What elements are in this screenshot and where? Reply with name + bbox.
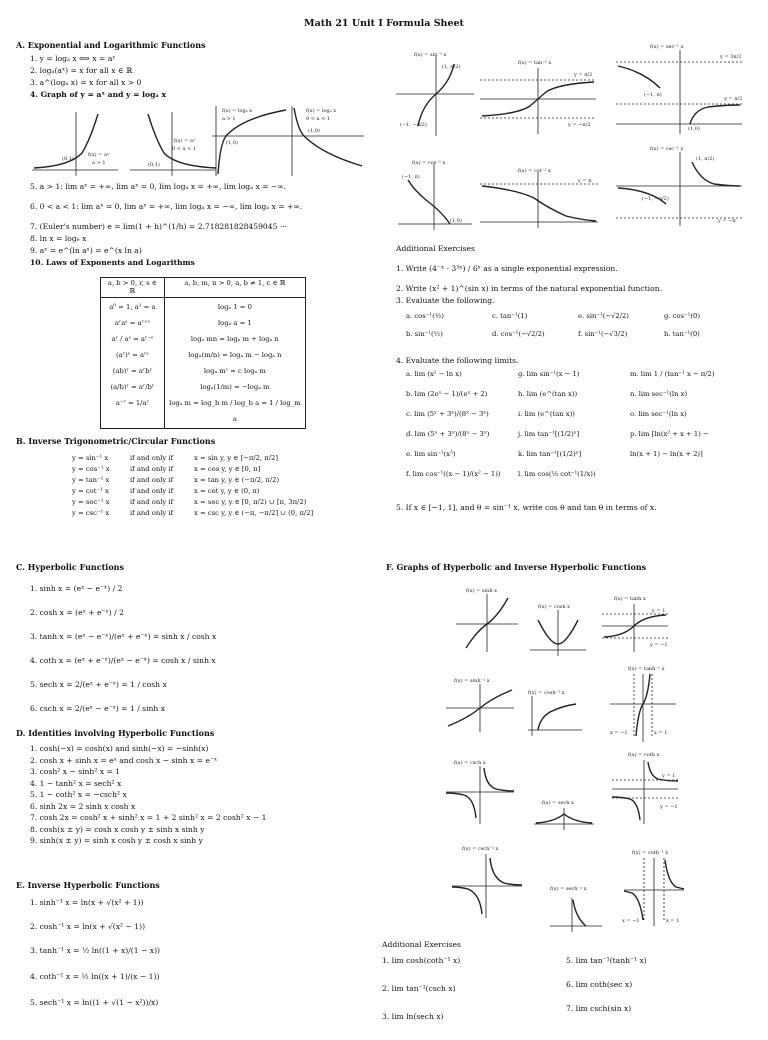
svg-text:x = 1: x = 1 [654,730,668,736]
graph-arccoth [622,846,686,926]
laws-heading: 10. Laws of Exponents and Logarithms [30,258,195,267]
section-a-limits [30,182,302,270]
svg-text:(1, π/2): (1, π/2) [442,64,461,70]
svg-text:(−1, π): (−1, π) [644,92,662,98]
section-d-items: 1. cosh(−x) = cosh(x) and sinh(−x) = −sinh(x) 2. cosh x + sinh x = eˣ and cosh x − sinh x = e⁻ˣ 3. cosh² x − sinh² x = 1 4. 1 − tanh² x = sech² x 5. 1 − coth² x = −csch² x 6. sinh 2x = 2 sinh x cosh x 7. cosh 2x = cosh² x + sinh² x = 1 + 2 sinh² x = 2 cosh² x − 1 8. cosh(x ± y) = cosh x cosh y ± sinh x sinh y 9. sinh(x ± y) = sinh x cosh y ± cosh x sinh y [30,744,267,845]
svg-text:(−1, π): (−1, π) [402,174,420,180]
section-b-heading: B. Inverse Trigonometric/Circular Functions [16,436,216,446]
graph-fx-label: f(x) = aˣ [174,138,196,144]
section-a-heading: A. Exponential and Logarithmic Functions [16,40,206,50]
svg-text:(1, π/2): (1, π/2) [696,156,715,162]
graph-cond-label: a > 1 [222,116,236,122]
svg-text:x = −1: x = −1 [622,918,640,924]
laws-left-cell: a⁰ = 1, a¹ = a aʳaˢ = aʳ⁺ˢ aʳ / aˢ = aʳ⁻ˢ (aʳ)ˢ = aʳˢ (ab)ʳ = aʳbʳ (a/b)ʳ = aʳ/bʳ a⁻ʳ = 1/aʳ [101,297,165,428]
svg-text:y = 1: y = 1 [662,773,676,779]
svg-text:f(x) = csch x: f(x) = csch x [454,760,486,766]
graph-arcsinh [444,674,516,734]
formula: 4. Graph of y = aˣ and y = logₐ x [30,90,167,99]
evaluate-grid: a. cos⁻¹(½) c. tan⁻¹(1) e. sin⁻¹(−√2/2) g. cos⁻¹(0) b. sin⁻¹(½) d. cos⁻¹(−√2/2) f. sin⁻¹(−√3/2) h. tan⁻¹(0) [406,312,700,338]
formula: 9. aˣ = e^(ln aˣ) = e^(x ln a) [30,246,142,255]
svg-text:y = 1: y = 1 [652,608,666,614]
section-c-items: 1. sinh x = (eˣ − e⁻ˣ) / 2 2. cosh x = (eˣ + e⁻ˣ) / 2 3. tanh x = (eˣ − e⁻ˣ)/(eˣ + e⁻ˣ) = sinh x / cosh x 4. coth x = (eˣ + e⁻ˣ)/(eˣ − e⁻ˣ) = cosh x / sinh x 5. sech x = 2/(eˣ + e⁻ˣ) = 1 / cosh x 6. csch x = 2/(eˣ − e⁻ˣ) = 1 / sinh x [30,584,217,713]
graph-coth [610,748,680,824]
svg-text:y = −π/2: y = −π/2 [568,122,591,128]
graph-point-label: (0,1) [62,156,74,162]
svg-text:f(x) = csch⁻¹ x: f(x) = csch⁻¹ x [462,846,499,852]
additional-exercises-list: 1. Write (4⁻ˣ · 3³ˣ) / 6ˣ as a single exponential expression. 2. Write (x² + 1)^(sin x) in terms of the natural exponential function. 3. Evaluate the following. [396,264,662,305]
section-c-heading: C. Hyperbolic Functions [16,562,124,572]
svg-text:y = −1: y = −1 [660,804,678,810]
svg-text:f(x) = sech⁻¹ x: f(x) = sech⁻¹ x [550,886,587,892]
additional-exercises-2-right: 5. lim tan⁻¹(tanh⁻¹ x) 6. lim coth(sec x) 7. lim csch(sin x) [566,956,647,1013]
graph-fx-label: f(x) = logₐ x [222,108,253,114]
svg-text:f(x) = tan⁻¹ x: f(x) = tan⁻¹ x [518,60,552,66]
graph-point-label: (0,1) [148,162,160,168]
graph-point-label: (1,0) [226,140,238,146]
graph-arctan [478,54,598,134]
svg-text:(−1, −π/2): (−1, −π/2) [400,122,427,128]
item-5: 5. If x ∈ [−1, 1], and θ = sin⁻¹ x, write cos θ and tan θ in terms of x. [396,503,657,512]
formula: 5. a > 1: lim aˣ = +∞, lim aˣ = 0, lim logₐ x = +∞, lim logₐ x = −∞. [30,182,287,191]
section-f-heading: F. Graphs of Hyperbolic and Inverse Hyperbolic Functions [386,562,647,572]
additional-exercises-2-left: 1. lim cosh(coth⁻¹ x) 2. lim tan⁻¹(csch x) 3. lim ln(sech x) [382,956,461,1021]
graph-arcsec [614,40,744,134]
graph-sech [532,796,596,830]
svg-text:y = π/2: y = π/2 [574,72,593,78]
formula: 1. y = logₐ x ⟺ x = aʸ [30,54,116,63]
svg-text:y = 3π/2: y = 3π/2 [720,54,742,60]
limits-grid: a. lim (x² − ln x) g. lim sin⁻¹(x − 1) m. lim 1 / (tan⁻¹ x − π/2) b. lim (2eˣ − 1)/(eˣ + 2) h. lim (e^(tan x)) n. lim sec⁻¹(ln x) c. lim (5ˣ + 3ˣ)/(8ˣ − 3ˣ) i. lim (e^(tan x)) o. lim sec⁻¹(ln x) d. lim (5ˣ + 3ˣ)/(8ˣ − 3ˣ) j. lim tan⁻¹[(1/2)ˣ] p. lim [ln(x² + x + 1) − e. lim sin⁻¹(x³) k. lim tan⁻¹[(1/2)ˣ] ln(x + 1) − ln(x + 2)] f. lim cos⁻¹((x − 1)/(x² − 1)) l. lim cos(⅓ cot⁻¹(1/x)) [406,370,715,478]
graph-cosh [528,600,588,656]
section-e-heading: E. Inverse Hyperbolic Functions [16,880,160,890]
graph-arccot [478,164,600,228]
svg-text:f(x) = sin⁻¹ x: f(x) = sin⁻¹ x [414,52,447,58]
formula: 7. (Euler's number) e = lim(1 + h)^(1/h) = 2.718281828459045 ··· [30,222,288,231]
graph-exp-a-lt-1 [128,108,218,178]
svg-text:(−1, −π/2): (−1, −π/2) [642,196,669,202]
graph-fx-label: f(x) = aˣ [88,152,110,158]
graph-arcsech [548,882,604,932]
graph-csch [444,756,516,826]
graph-log-a-gt-1 [212,104,288,176]
graph-arcsin [396,46,476,136]
graph-tanh [600,592,670,652]
svg-text:f(x) = tanh x: f(x) = tanh x [614,596,646,602]
svg-text:f(x) = coth x: f(x) = coth x [628,752,660,758]
svg-text:f(x) = coth⁻¹ x: f(x) = coth⁻¹ x [632,850,669,856]
page-title: Math 21 Unit I Formula Sheet [304,18,464,29]
svg-text:f(x) = cosh⁻¹ x: f(x) = cosh⁻¹ x [528,690,565,696]
svg-text:y = π/2: y = π/2 [724,96,743,102]
svg-text:f(x) = cos⁻¹ x: f(x) = cos⁻¹ x [412,160,446,166]
graph-arccos [398,156,472,230]
svg-text:f(x) = sech x: f(x) = sech x [542,800,574,806]
laws-right-cell: logₐ 1 = 0 logₐ a = 1 logₐ mn = logₐ m + logₐ n logₐ(m/n) = logₐ m − logₐ n logₐ mᶜ = c logₐ m logₐ(1/m) = −logₐ m logₐ m = log_b m / log_b a = 1 / log_m a [164,297,305,428]
graph-arccosh [524,686,584,736]
section-b-table: y = sin⁻¹ x if and only if x = sin y, y ∈ [−π/2, π/2] y = cos⁻¹ x if and only if x = cos y, y ∈ [0, π] y = tan⁻¹ x if and only if x = tan y, y ∈ (−π/2, π/2) y = cot⁻¹ x if and only if x = cot y, y ∈ (0, π) y = sec⁻¹ x if and only if x = sec y, y ∈ [0, π/2) ∪ [π, 3π/2) y = csc⁻¹ x if and only if x = csc y, y ∈ (−π, −π/2] ∪ (0, π/2] [72,454,314,517]
svg-text:(1,0): (1,0) [450,218,462,224]
graph-fx-label: f(x) = logₐ x [306,108,337,114]
item-4: 4. Evaluate the following limits. [396,356,519,365]
svg-text:y = −1: y = −1 [650,642,668,648]
graph-arccsc [614,142,744,226]
section-e-items: 1. sinh⁻¹ x = ln(x + √(x² + 1)) 2. cosh⁻¹ x = ln(x + √(x² − 1)) 3. tanh⁻¹ x = ½ ln((1 + x)/(1 − x)) 4. coth⁻¹ x = ½ ln((x + 1)/(x − 1)) 5. sech⁻¹ x = ln((1 + √(1 − x²))/x) [30,898,160,1007]
formula: 6. 0 < a < 1: lim aˣ = 0, lim aˣ = +∞, lim logₐ x = −∞, lim logₐ x = +∞. [30,202,303,211]
section-d-heading: D. Identities involving Hyperbolic Functions [16,728,215,738]
svg-text:f(x) = cot⁻¹ x: f(x) = cot⁻¹ x [518,168,551,174]
svg-text:f(x) = cosh x: f(x) = cosh x [538,604,570,610]
section-a-items [30,54,166,102]
graph-log-a-lt-1 [288,104,364,176]
formula: 8. ln x = logₑ x [30,234,87,243]
graph-cond-label: a > 1 [92,160,106,166]
graph-point-label: (1,0) [308,128,320,134]
svg-text:f(x) = sec⁻¹ x: f(x) = sec⁻¹ x [650,44,684,50]
laws-header-left: a, b > 0, r, s ∈ ℝ [101,278,165,298]
svg-text:y = π: y = π [578,178,592,184]
graph-cond-label: 0 < a < 1 [172,146,197,152]
svg-text:x = 1: x = 1 [666,918,680,924]
graph-exp-a-gt-1 [30,108,120,178]
graph-sinh [452,584,522,654]
svg-text:f(x) = csc⁻¹ x: f(x) = csc⁻¹ x [650,146,684,152]
svg-text:f(x) = sinh⁻¹ x: f(x) = sinh⁻¹ x [454,678,490,684]
svg-text:x = −1: x = −1 [610,730,628,736]
svg-text:f(x) = tanh⁻¹ x: f(x) = tanh⁻¹ x [628,666,665,672]
formula: 3. a^(logₐ x) = x for all x > 0 [30,78,142,87]
additional-exercises-2-heading: Additional Exercises [382,940,461,949]
svg-text:y = −π: y = −π [718,218,736,224]
laws-table [100,277,306,429]
formula: 2. logₐ(aˣ) = x for all x ∈ ℝ [30,66,133,75]
graph-cond-label: 0 < a < 1 [306,116,331,122]
graph-arctanh [608,662,678,742]
additional-exercises-heading: Additional Exercises [396,244,475,253]
svg-text:f(x) = sinh x: f(x) = sinh x [466,588,497,594]
svg-text:(1,0): (1,0) [688,126,700,132]
graph-arccsch [450,842,524,918]
laws-header-right: a, b, m, n > 0, a, b ≠ 1, c ∈ ℝ [164,278,305,298]
